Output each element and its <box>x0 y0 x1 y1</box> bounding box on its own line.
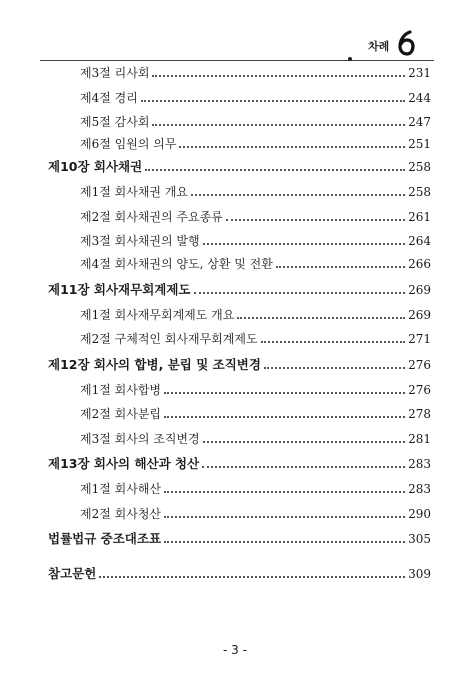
toc-section-entry[interactable] <box>80 505 431 523</box>
toc-section-entry[interactable] <box>80 208 431 226</box>
dot-leader <box>203 243 406 245</box>
toc-entry-page: 305 <box>408 532 431 546</box>
toc-entry-title: 제3절 회사의 조직변경 <box>80 432 200 446</box>
toc-entry-title: 제2절 회사분립 <box>80 407 162 421</box>
toc-entry-title: 제10장 회사채권 <box>48 159 143 174</box>
dot-leader <box>152 124 405 126</box>
toc-entry-title: 제2절 회사채권의 주요종류 <box>80 210 223 224</box>
toc-chapter-entry[interactable] <box>48 356 431 374</box>
toc-chapter-entry[interactable] <box>48 565 431 583</box>
dot-leader <box>194 292 406 294</box>
toc-entry-page: 290 <box>408 507 431 521</box>
toc-entry-page: 251 <box>408 137 431 151</box>
dot-leader <box>164 491 405 493</box>
dot-leader <box>276 266 405 268</box>
toc-entry-page: 278 <box>408 407 431 421</box>
toc-entry-page: 247 <box>408 115 431 129</box>
toc-entry-title: 제4절 경리 <box>80 91 138 105</box>
toc-entry-page: 258 <box>408 160 431 174</box>
dot-leader <box>164 516 405 518</box>
dot-leader <box>99 576 405 578</box>
dot-leader <box>191 194 405 196</box>
toc-section-entry[interactable] <box>80 183 431 201</box>
toc-section-entry[interactable] <box>80 113 431 131</box>
toc-entry-page: 231 <box>408 66 431 80</box>
dot-leader <box>202 466 405 468</box>
dot-leader <box>226 219 405 221</box>
toc-entry-title: 제4절 회사채권의 양도, 상환 및 전환 <box>80 257 273 271</box>
dot-leader <box>261 341 406 343</box>
toc-entry-title: 제3절 회사채권의 발행 <box>80 234 200 248</box>
toc-section-entry[interactable] <box>80 480 431 498</box>
toc-chapter-entry[interactable] <box>48 530 431 548</box>
toc-entry-title: 제1절 회사합병 <box>80 383 162 397</box>
toc-section-entry[interactable] <box>80 330 431 348</box>
toc-section-entry[interactable] <box>80 306 431 324</box>
toc-entry-title: 제1절 회사해산 <box>80 482 162 496</box>
page-header <box>0 0 470 70</box>
toc-chapter-entry[interactable] <box>48 281 431 299</box>
toc-section-entry[interactable] <box>80 135 431 153</box>
dot-leader <box>164 416 405 418</box>
dot-leader <box>179 146 405 148</box>
toc-section-entry[interactable] <box>80 430 431 448</box>
dot-leader <box>164 392 405 394</box>
toc-section-entry[interactable] <box>80 64 431 82</box>
toc-entry-page: 261 <box>408 210 431 224</box>
toc-entry-title: 참고문헌 <box>48 566 97 581</box>
page-number: - 3 - <box>223 643 247 657</box>
toc-entry-title: 제3절 리사회 <box>80 66 150 80</box>
dot-leader <box>152 75 405 77</box>
toc-entry-title: 제2절 회사청산 <box>80 507 162 521</box>
toc-section-entry[interactable] <box>80 381 431 399</box>
toc-entry-page: 283 <box>408 457 431 471</box>
toc-entry-title: 법률법규 중조대조표 <box>48 531 162 546</box>
toc-entry-title: 제6절 임원의 의무 <box>80 137 177 151</box>
dot-leader <box>164 541 405 543</box>
toc-entry-page: 244 <box>408 91 431 105</box>
toc-chapter-entry[interactable] <box>48 158 431 176</box>
toc-entry-page: 276 <box>408 383 431 397</box>
toc-section-entry[interactable] <box>80 255 431 273</box>
toc-entry-title: 제1절 회사채권 개요 <box>80 185 189 199</box>
dot-leader <box>141 100 405 102</box>
toc-entry-title: 제2절 구체적인 회사재무회계제도 <box>80 332 258 346</box>
toc-entry-page: 266 <box>408 257 431 271</box>
toc-entry-title: 제5절 감사회 <box>80 115 150 129</box>
dot-leader <box>237 317 405 319</box>
toc-entry-page: 258 <box>408 185 431 199</box>
toc-entry-page: 276 <box>408 358 431 372</box>
toc-entry-title: 제13장 회사의 해산과 청산 <box>48 456 200 471</box>
dot-leader <box>145 169 405 171</box>
toc-entry-page: 283 <box>408 482 431 496</box>
toc-section-entry[interactable] <box>80 405 431 423</box>
header-title: 차례 <box>368 40 390 53</box>
dot-leader <box>203 441 406 443</box>
header-rule <box>40 60 434 61</box>
toc-entry-page: 269 <box>408 308 431 322</box>
toc-entry-page: 281 <box>408 432 431 446</box>
toc-entry-title: 제1절 회사재무회계제도 개요 <box>80 308 235 322</box>
toc-entry-title: 제11장 회사재무회계제도 <box>48 282 191 297</box>
toc-entry-page: 269 <box>408 283 431 297</box>
toc-section-entry[interactable] <box>80 232 431 250</box>
toc-entry-page: 309 <box>408 567 431 581</box>
toc-entry-title: 제12장 회사의 합병, 분립 및 조직변경 <box>48 357 261 372</box>
toc-entry-page: 264 <box>408 234 431 248</box>
toc-entry-page: 271 <box>408 332 431 346</box>
toc-chapter-entry[interactable] <box>48 455 431 473</box>
dot-leader <box>264 367 405 369</box>
toc-section-entry[interactable] <box>80 89 431 107</box>
header-logo-icon <box>396 30 416 56</box>
header-dot <box>348 57 352 61</box>
